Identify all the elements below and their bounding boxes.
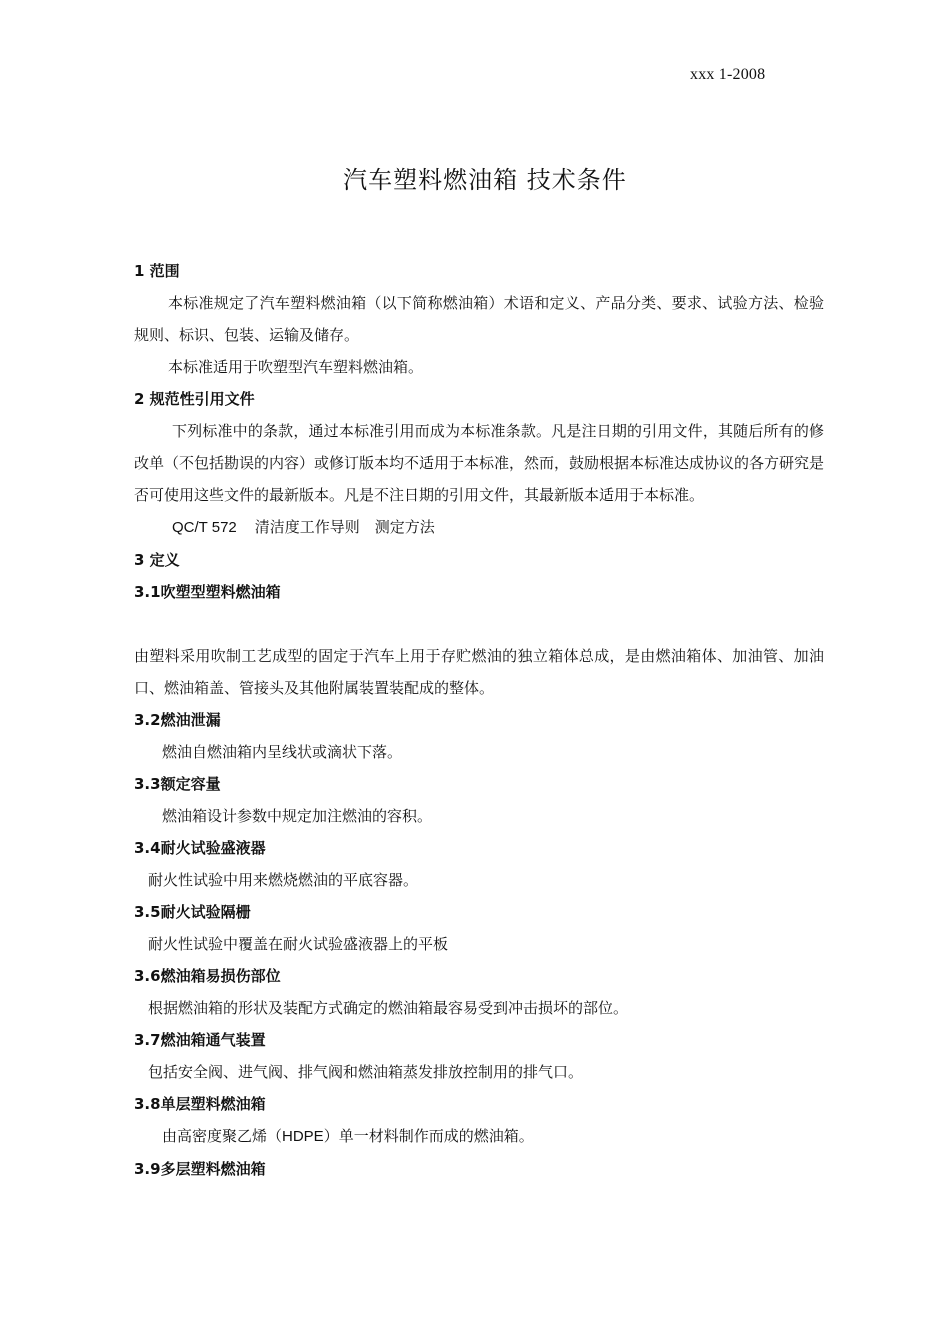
definition-heading-3-5: 3.5耐火试验隔栅 [134, 903, 251, 921]
normative-references-paragraph: 下列标准中的条款，通过本标准引用而成为本标准条款。凡是注日期的引用文件，其随后所有的修改单（不包括勘误的内容）或修订版本均不适用于本标准，然而，鼓励根据本标准达成协议的各方研究是否可使用这些文件的最新版本。凡是不注日期的引用文件，其最新版本适用于本标准。 [134, 422, 825, 504]
definition-text-3-1: 由塑料采用吹制工艺成型的固定于汽车上用于存贮燃油的独立箱体总成，是由燃油箱体、加油管、加油口、燃油箱盖、管接头及其他附属装置装配成的整体。 [134, 647, 824, 697]
definition-heading-3-2: 3.2燃油泄漏 [134, 711, 221, 729]
section-heading-normative-references: 2 规范性引用文件 [134, 390, 255, 408]
definition-text-3-8-part-1: 由高密度聚乙烯（ [162, 1127, 283, 1145]
document-title: 汽车塑料燃油箱 技术条件 [343, 166, 627, 194]
document-body [134, 255, 824, 1185]
definition-heading-3-9: 3.9多层塑料燃油箱 [134, 1160, 266, 1178]
definition-text-3-8-part-2: ）单一材料制作而成的燃油箱。 [323, 1127, 534, 1145]
definition-text-3-4: 耐火性试验中用来燃烧燃油的平底容器。 [148, 871, 419, 889]
definition-text-3-2: 燃油自燃油箱内呈线状或滴状下落。 [162, 743, 403, 761]
definition-text-3-5: 耐火性试验中覆盖在耐火试验盛液器上的平板 [148, 935, 449, 953]
document-code: xxx 1-2008 [690, 66, 766, 83]
section-heading-definitions: 3 定义 [134, 551, 180, 569]
definition-heading-3-4: 3.4耐火试验盛液器 [134, 839, 266, 857]
section-heading-scope: 1 范围 [134, 262, 180, 280]
scope-paragraph-2: 本标准适用于吹塑型汽车塑料燃油箱。 [168, 358, 424, 376]
definition-text-3-7: 包括安全阀、进气阀、排气阀和燃油箱蒸发排放控制用的排气口。 [148, 1063, 584, 1081]
blank-line [134, 608, 824, 640]
reference-code: QC/T 572 [172, 519, 237, 536]
definition-heading-3-3: 3.3额定容量 [134, 775, 221, 793]
reference-item [134, 511, 824, 544]
definition-text-3-6: 根据燃油箱的形状及装配方式确定的燃油箱最容易受到冲击损坏的部位。 [148, 999, 629, 1017]
definition-heading-3-8: 3.8单层塑料燃油箱 [134, 1095, 266, 1113]
scope-paragraph-1: 本标准规定了汽车塑料燃油箱（以下简称燃油箱）术语和定义、产品分类、要求、试验方法、检验规则、标识、包装、运输及储存。 [134, 294, 824, 344]
definition-text-3-3: 燃油箱设计参数中规定加注燃油的容积。 [162, 807, 433, 825]
definition-heading-3-6: 3.6燃油箱易损伤部位 [134, 967, 281, 985]
definition-heading-3-7: 3.7燃油箱通气装置 [134, 1031, 266, 1049]
definition-text-3-8-abbreviation: HDPE [282, 1128, 324, 1145]
definition-heading-3-1: 3.1吹塑型塑料燃油箱 [134, 583, 281, 601]
reference-title: 清洁度工作导则 测定方法 [254, 518, 435, 536]
definition-text-3-8 [134, 1120, 824, 1153]
